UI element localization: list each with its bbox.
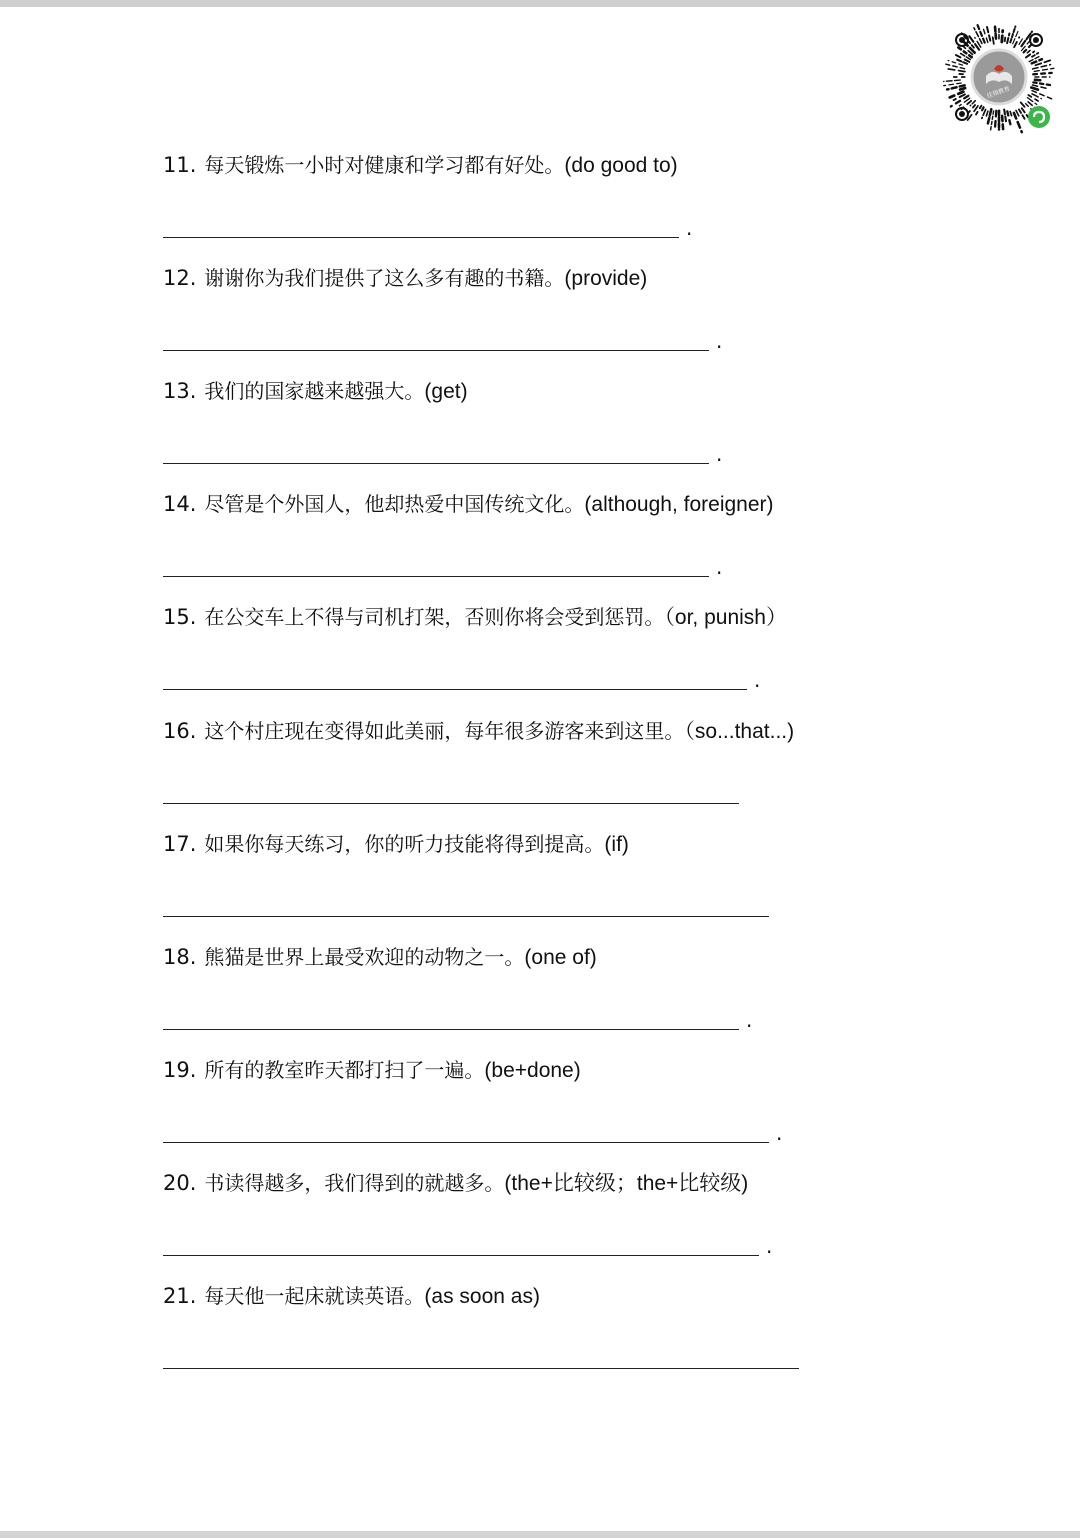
question-chinese: 熊猫是世界上最受欢迎的动物之一。 <box>204 945 525 969</box>
mini-program-icon <box>1028 106 1050 128</box>
answer-blank[interactable] <box>163 1343 806 1369</box>
question-chinese: 所有的教室昨天都打扫了一遍。 <box>204 1058 485 1082</box>
question-number: 19. <box>163 1058 197 1082</box>
answer-blank[interactable] <box>163 664 760 690</box>
question-hint: (one of) <box>524 946 597 969</box>
answer-line[interactable] <box>163 1005 739 1030</box>
answer-period: . <box>716 329 723 353</box>
answer-period: . <box>754 668 761 692</box>
question-item <box>163 489 774 579</box>
answer-blank[interactable] <box>163 1230 772 1256</box>
question-chinese: 如果你每天练习，你的听力技能将得到提高。 <box>204 832 605 856</box>
question-number: 11. <box>163 153 197 177</box>
question-number: 14. <box>163 492 197 516</box>
answer-line[interactable] <box>163 1231 759 1256</box>
question-item <box>163 1055 783 1145</box>
question-chinese: 书读得越多，我们得到的就越多。 <box>204 1171 505 1195</box>
question-chinese: 在公交车上不得与司机打架，否则你将会受到惩罚。 <box>204 605 665 629</box>
question-item <box>163 376 723 466</box>
answer-blank[interactable] <box>163 1117 782 1143</box>
question-text <box>163 942 597 973</box>
question-chinese: 每天他一起床就读英语。 <box>204 1284 425 1308</box>
answer-blank[interactable] <box>163 1004 752 1030</box>
question-text <box>163 1281 540 1312</box>
answer-blank[interactable] <box>163 325 722 351</box>
question-text <box>163 716 794 747</box>
question-text <box>163 263 647 294</box>
answer-blank[interactable] <box>163 551 722 577</box>
question-item <box>163 602 787 692</box>
question-hint: (provide) <box>564 267 648 290</box>
answer-line[interactable] <box>163 1118 769 1143</box>
question-item <box>163 829 629 860</box>
answer-blank[interactable] <box>163 891 776 917</box>
question-chinese: 谢谢你为我们提供了这么多有趣的书籍。 <box>204 266 565 290</box>
answer-blank[interactable] <box>163 438 722 464</box>
answer-line[interactable] <box>163 213 679 238</box>
answer-period: . <box>776 1121 783 1145</box>
question-text <box>163 150 678 181</box>
question-number: 12. <box>163 266 197 290</box>
question-hint: (get) <box>424 380 468 403</box>
question-text <box>163 602 787 633</box>
question-item <box>163 1168 773 1258</box>
answer-period: . <box>686 216 693 240</box>
question-number: 13. <box>163 379 197 403</box>
question-chinese: 每天锻炼一小时对健康和学习都有好处。 <box>204 153 565 177</box>
question-hint: (be+done) <box>484 1059 581 1082</box>
question-item <box>163 263 723 353</box>
answer-line[interactable] <box>163 665 747 690</box>
question-number: 17. <box>163 832 197 856</box>
answer-line[interactable] <box>163 552 709 577</box>
mini-program-qr-code[interactable] <box>936 14 1062 140</box>
question-hint: (do good to) <box>564 154 678 177</box>
qr-logo-text: 佳翔教育 <box>986 85 1011 100</box>
page-bottom-edge <box>0 1531 1080 1538</box>
question-number: 18. <box>163 945 197 969</box>
question-chinese: 这个村庄现在变得如此美丽，每年很多游客来到这里。 <box>204 719 685 743</box>
question-number: 21. <box>163 1284 197 1308</box>
question-text <box>163 376 468 407</box>
answer-period: . <box>716 442 723 466</box>
answer-line[interactable] <box>163 779 739 804</box>
question-hint: （or, punish） <box>664 606 787 629</box>
question-hint: (as soon as) <box>424 1285 540 1308</box>
answer-period: . <box>766 1234 773 1258</box>
question-hint: (if) <box>604 833 629 856</box>
question-number: 16. <box>163 719 197 743</box>
question-chinese: 尽管是个外国人，他却热爱中国传统文化。 <box>204 492 585 516</box>
question-number: 20. <box>163 1171 197 1195</box>
answer-period: . <box>716 555 723 579</box>
question-text <box>163 1055 581 1086</box>
question-item <box>163 150 693 240</box>
answer-blank[interactable] <box>163 778 746 804</box>
question-item <box>163 1281 540 1312</box>
question-text <box>163 489 774 520</box>
question-item <box>163 942 753 1032</box>
page-top-edge <box>0 0 1080 7</box>
question-chinese: 我们的国家越来越强大。 <box>204 379 425 403</box>
question-text <box>163 1168 748 1199</box>
answer-blank[interactable] <box>163 212 692 238</box>
question-hint: （so...that...) <box>684 720 795 743</box>
question-item <box>163 716 794 747</box>
answer-line[interactable] <box>163 326 709 351</box>
answer-line[interactable] <box>163 1344 799 1369</box>
answer-line[interactable] <box>163 892 769 917</box>
question-number: 15. <box>163 605 197 629</box>
question-hint: (although, foreigner) <box>584 493 774 516</box>
question-text <box>163 829 629 860</box>
answer-line[interactable] <box>163 439 709 464</box>
answer-period: . <box>746 1008 753 1032</box>
question-hint: (the+比较级；the+比较级) <box>504 1172 749 1195</box>
